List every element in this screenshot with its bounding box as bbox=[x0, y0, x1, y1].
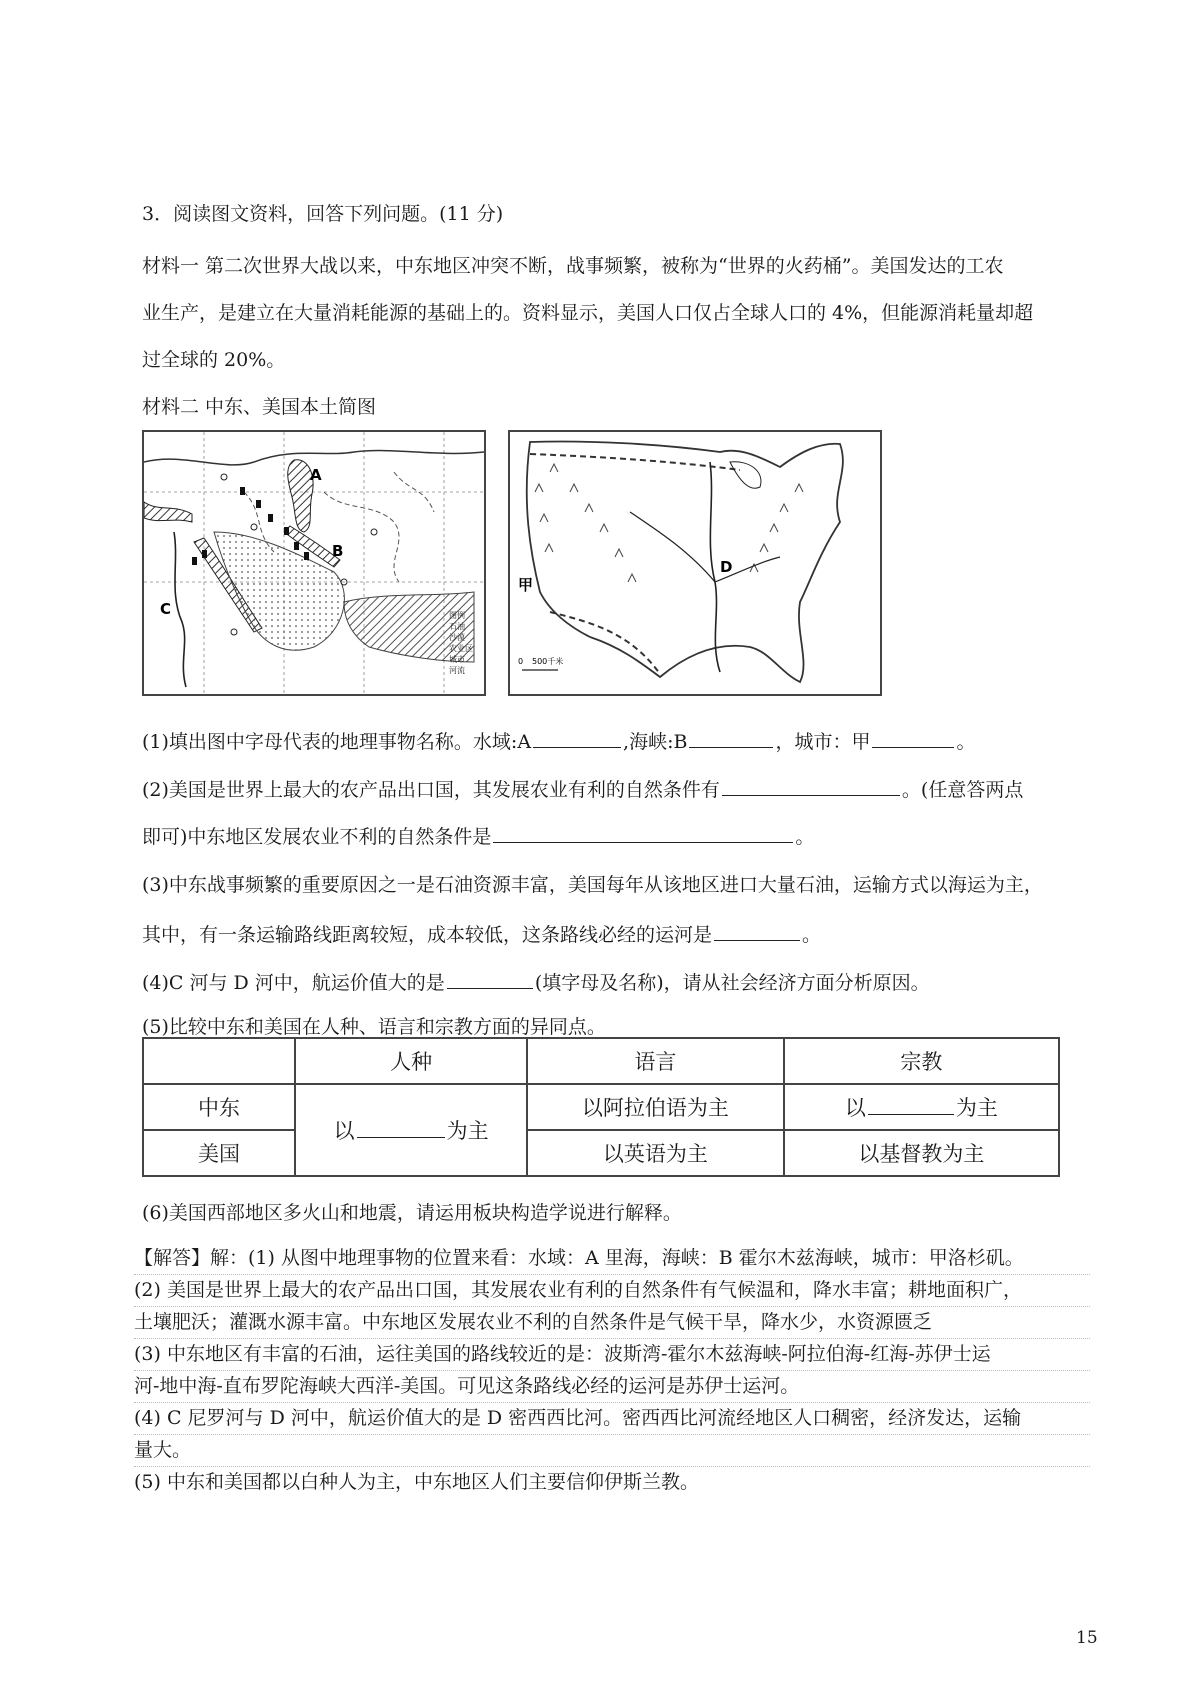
material2-title: 材料二 中东、美国本土简图 bbox=[142, 396, 377, 418]
page-number: 15 bbox=[1076, 1628, 1098, 1648]
label-jia: 甲 bbox=[518, 576, 534, 594]
q1-text-d: 。 bbox=[956, 731, 976, 753]
q5: (5)比较中东和美国在人种、语言和宗教方面的异同点。 bbox=[142, 1016, 606, 1038]
q3-line-2 bbox=[142, 920, 1102, 948]
label-d: D bbox=[720, 558, 733, 576]
comparison-table bbox=[142, 1037, 1060, 1177]
race-suffix: 为主 bbox=[446, 1119, 489, 1143]
header-religion: 宗教 bbox=[784, 1038, 1059, 1084]
label-a: A bbox=[310, 466, 322, 484]
q1-text-c: ，城市：甲 bbox=[775, 731, 871, 753]
legend-agri: 农业区 bbox=[449, 644, 473, 653]
q4 bbox=[142, 968, 1102, 996]
material1-line-1: 材料一 第二次世界大战以来，中东地区冲突不断，战事频繁，被称为“世界的火药桶”。美国发达的工农 bbox=[142, 255, 1004, 277]
answer-line-4: (3) 中东地区有丰富的石油，运往美国的路线较近的是：波斯湾-霍尔木兹海峡-阿拉伯海-红海-苏伊士运 bbox=[134, 1338, 1090, 1371]
blank-b[interactable] bbox=[689, 727, 773, 748]
q2-line-1 bbox=[142, 775, 1102, 803]
row-label-us: 美国 bbox=[143, 1130, 295, 1176]
answer-line-5: 河-地中海-直布罗陀海峡大西洋-美国。可见这条路线必经的运河是苏伊士运河。 bbox=[134, 1370, 1090, 1403]
answer-line-3: 土壤肥沃；灌溉水源丰富。中东地区发展农业不利的自然条件是气候干旱，降水少，水资源匮乏 bbox=[134, 1306, 1090, 1339]
material1-line-2: 业生产，是建立在大量消耗能源的基础上的。资料显示，美国人口仅占全球人口的 4%，但能源消耗量却超 bbox=[142, 302, 1034, 324]
q1-text-b: ,海峡:B bbox=[623, 731, 688, 753]
blank-canal[interactable] bbox=[714, 920, 800, 941]
material1-line-3: 过全球的 20%。 bbox=[142, 349, 286, 371]
q4-text-a: (4)C 河与 D 河中，航运价值大的是 bbox=[142, 972, 445, 994]
blank-religion[interactable] bbox=[868, 1094, 954, 1115]
header-language: 语言 bbox=[527, 1038, 784, 1084]
label-c: C bbox=[160, 600, 172, 618]
legend-oil: 石油 bbox=[449, 622, 465, 631]
answer-line-6: (4) C 尼罗河与 D 河中，航运价值大的是 D 密西西比河。密西西比河流经地区人口稠密，经济发达，运输 bbox=[134, 1402, 1090, 1435]
blank-river[interactable] bbox=[447, 968, 533, 989]
q3-text-c: 。 bbox=[802, 924, 822, 946]
scale-zero: 0 bbox=[518, 657, 524, 666]
cell-lang-us: 以英语为主 bbox=[527, 1130, 784, 1176]
rel-me-prefix: 以 bbox=[844, 1096, 866, 1120]
q2-text-a: (2)美国是世界上最大的农产品出口国，其发展农业有利的自然条件有 bbox=[142, 779, 720, 801]
q3-line-1: (3)中东战事频繁的重要原因之一是石油资源丰富，美国每年从该地区进口大量石油，运输方式以海运为主， bbox=[142, 874, 1043, 896]
q2-text-c: 即可)中东地区发展农业不利的自然条件是 bbox=[142, 826, 492, 848]
cell-rel-us: 以基督教为主 bbox=[784, 1130, 1059, 1176]
q2-line-2 bbox=[142, 822, 1102, 850]
legend-river: 河流 bbox=[449, 666, 465, 675]
table-corner bbox=[143, 1038, 295, 1084]
usa-map bbox=[508, 430, 882, 696]
answer-line-2: (2) 美国是世界上最大的农产品出口国，其发展农业有利的自然条件有气候温和，降水丰富；耕地面积广， bbox=[134, 1274, 1090, 1307]
header-race: 人种 bbox=[295, 1038, 527, 1084]
cell-race bbox=[295, 1084, 527, 1176]
answer-line-1: 【解答】解：(1) 从图中地理事物的位置来看：水域：A 里海，海峡：B 霍尔木兹海峡，城市：甲洛杉矶。 bbox=[134, 1242, 1090, 1275]
usa-map-drawing bbox=[510, 432, 880, 694]
cell-rel-me bbox=[784, 1084, 1059, 1130]
middle-east-map bbox=[142, 430, 486, 696]
blank-me-conditions[interactable] bbox=[493, 822, 793, 843]
q6: (6)美国西部地区多火山和地震，请运用板块构造学说进行解释。 bbox=[142, 1202, 682, 1224]
scale-label: 500千米 bbox=[532, 657, 564, 666]
label-b: B bbox=[332, 542, 344, 560]
blank-a[interactable] bbox=[533, 727, 621, 748]
legend-desert: 沙漠 bbox=[449, 633, 465, 642]
cell-lang-me: 以阿拉伯语为主 bbox=[527, 1084, 784, 1130]
race-prefix: 以 bbox=[333, 1119, 355, 1143]
answer-line-7: 量大。 bbox=[134, 1434, 1090, 1467]
question-title: 3．阅读图文资料，回答下列问题。(11 分) bbox=[142, 203, 504, 225]
q2-text-b: 。(任意答两点 bbox=[901, 779, 1024, 801]
q1 bbox=[142, 727, 1102, 755]
blank-race[interactable] bbox=[357, 1117, 445, 1138]
q4-text-b: (填字母及名称)，请从社会经济方面分析原因。 bbox=[534, 972, 930, 994]
q3-text-b: 其中，有一条运输路线距离较短，成本较低，这条路线必经的运河是 bbox=[142, 924, 713, 946]
legend-city: 城市 bbox=[449, 655, 465, 664]
blank-usa-conditions[interactable] bbox=[722, 775, 900, 796]
q1-text-a: (1)填出图中字母代表的地理事物名称。水域:A bbox=[142, 731, 532, 753]
legend-title: 图例 bbox=[449, 611, 465, 620]
maps-figure bbox=[142, 430, 882, 692]
answer-line-8: (5) 中东和美国都以白种人为主，中东地区人们主要信仰伊斯兰教。 bbox=[134, 1471, 699, 1493]
row-label-me: 中东 bbox=[143, 1084, 295, 1130]
rel-me-suffix: 为主 bbox=[955, 1096, 998, 1120]
blank-jia[interactable] bbox=[872, 727, 954, 748]
middle-east-map-drawing bbox=[144, 432, 484, 694]
q2-text-d: 。 bbox=[795, 826, 815, 848]
